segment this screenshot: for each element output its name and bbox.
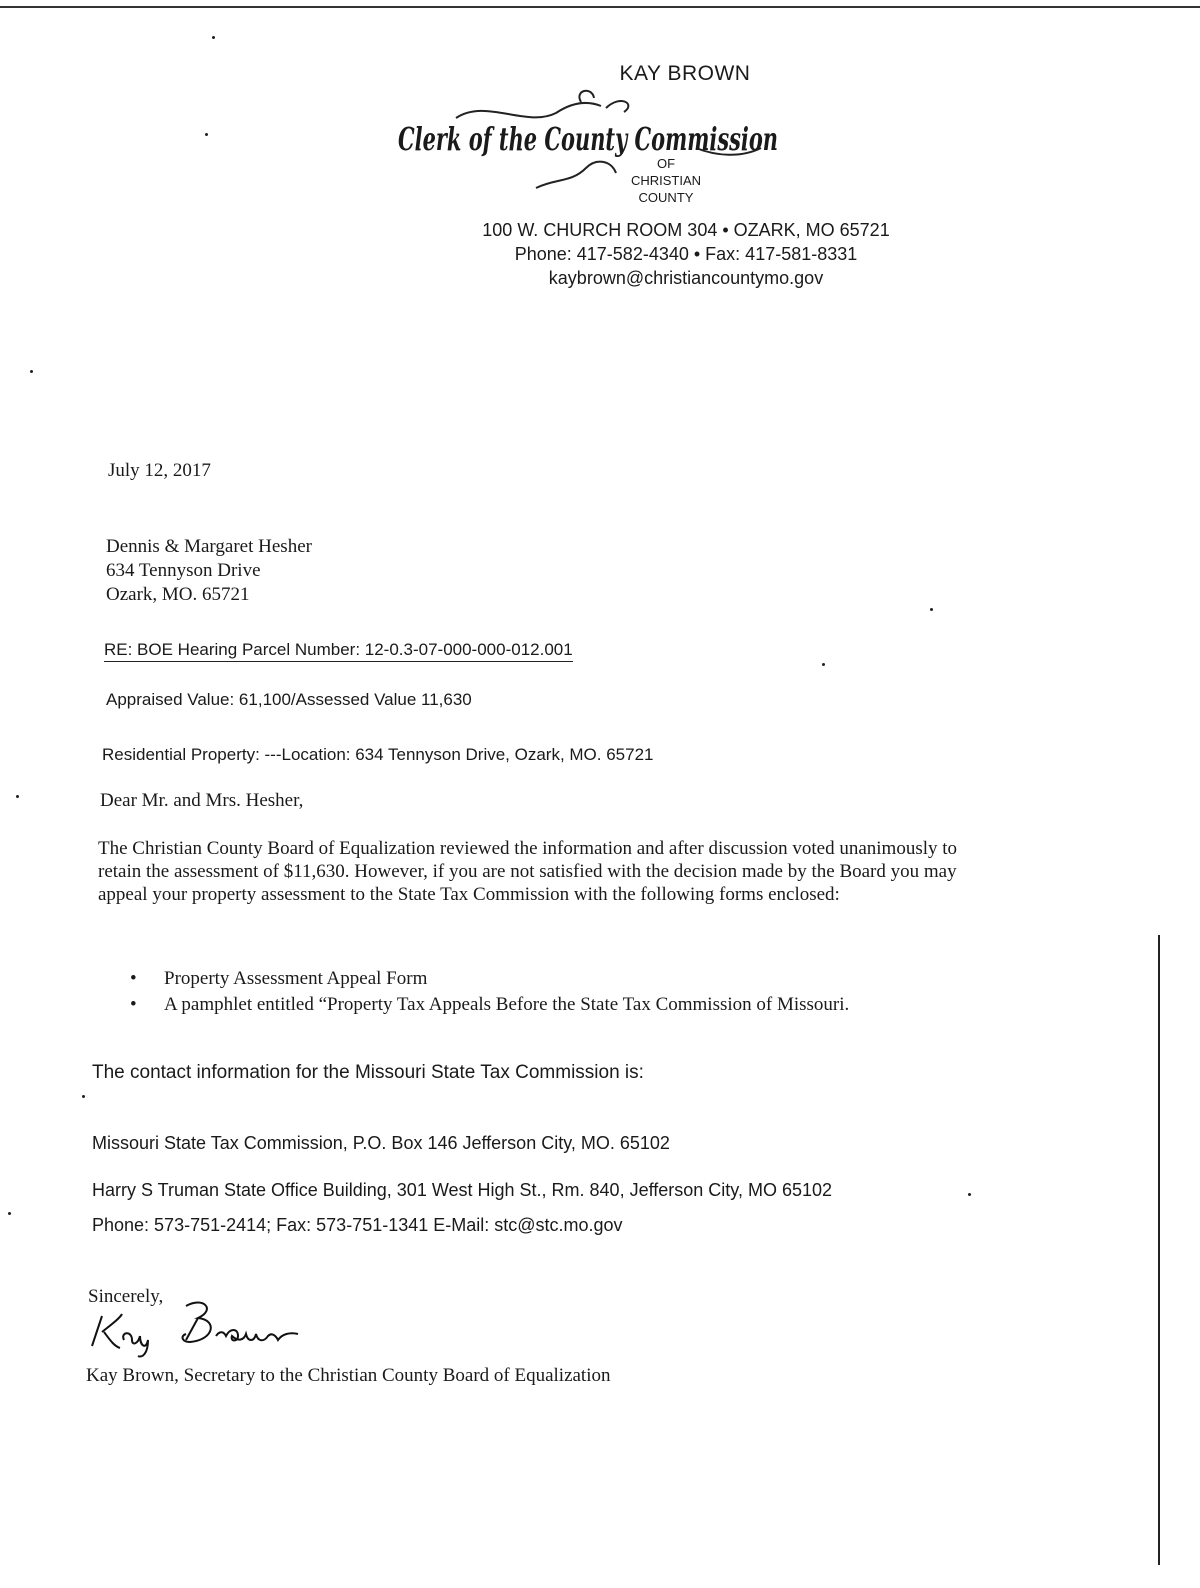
- scan-speck: [205, 133, 208, 136]
- letterhead-email: kaybrown@christiancountymo.gov: [548, 268, 824, 288]
- svg-text:COUNTY: COUNTY: [638, 190, 694, 205]
- closing: Sincerely,: [88, 1286, 164, 1307]
- scan-speck: [30, 370, 33, 373]
- letterhead-phone-fax: Phone: 417-582-4340 • Fax: 417-581-8331: [514, 244, 858, 264]
- svg-text:Clerk of the County Commission: Clerk of the County Commission: [398, 120, 778, 158]
- list-item: • A pamphlet entitled “Property Tax Appeals Before the State Tax Commission of Missouri.: [130, 992, 849, 1018]
- contact-line-phone: Phone: 573-751-2414; Fax: 573-751-1341 E-Mail: stc@stc.mo.gov: [92, 1215, 623, 1235]
- body-paragraph: The Christian County Board of Equalization reviewed the information and after discussion voted unanimously to retain the assessment of $11,630. However, if you are not satisfied with the decision made by the Board you may appeal your property assessment to the State Tax Commission with the following forms enclosed:: [98, 838, 958, 905]
- appraised-value: Appraised Value: 61,100/Assessed Value 11,630: [106, 690, 472, 709]
- recipient-address: [106, 535, 312, 607]
- county-clerk-logo: [396, 88, 786, 208]
- contact-line-mailing: Missouri State Tax Commission, P.O. Box 146 Jefferson City, MO. 65102: [92, 1133, 670, 1153]
- recipient-street: 634 Tennyson Drive: [106, 560, 261, 581]
- contact-line-office: Harry S Truman State Office Building, 301 West High St., Rm. 840, Jefferson City, MO 65102: [92, 1180, 832, 1200]
- scan-speck: [8, 1212, 11, 1215]
- enclosure-list: [130, 966, 849, 1018]
- scan-speck: [82, 1095, 85, 1098]
- letterhead-address: 100 W. CHURCH ROOM 304 • OZARK, MO 65721: [482, 220, 890, 240]
- recipient-city: Ozark, MO. 65721: [106, 584, 250, 605]
- handwritten-signature: [86, 1296, 316, 1360]
- scan-speck: [930, 608, 933, 611]
- signature-caption: Kay Brown, Secretary to the Christian County Board of Equalization: [86, 1365, 611, 1386]
- list-item: • Property Assessment Appeal Form: [130, 966, 849, 992]
- salutation: Dear Mr. and Mrs. Hesher,: [100, 790, 304, 811]
- property-location: Residential Property: ---Location: 634 Tennyson Drive, Ozark, MO. 65721: [102, 745, 654, 764]
- svg-text:OF: OF: [656, 156, 676, 171]
- scan-speck: [822, 663, 825, 666]
- letterhead-contact: [0, 218, 1200, 290]
- scan-border-right: [1158, 935, 1160, 1565]
- scan-border-top: [0, 6, 1200, 8]
- subject-line: RE: BOE Hearing Parcel Number: 12-0.3-07-000-000-012.001: [104, 640, 573, 662]
- scan-speck: [16, 795, 19, 798]
- contact-heading: The contact information for the Missouri State Tax Commission is:: [92, 1062, 644, 1083]
- letter-date: July 12, 2017: [108, 460, 211, 481]
- svg-text:CHRISTIAN: CHRISTIAN: [630, 173, 702, 188]
- scan-speck: [968, 1193, 971, 1196]
- letterhead-name: KAY BROWN: [619, 62, 751, 85]
- recipient-name: Dennis & Margaret Hesher: [106, 536, 312, 557]
- scan-speck: [212, 36, 215, 39]
